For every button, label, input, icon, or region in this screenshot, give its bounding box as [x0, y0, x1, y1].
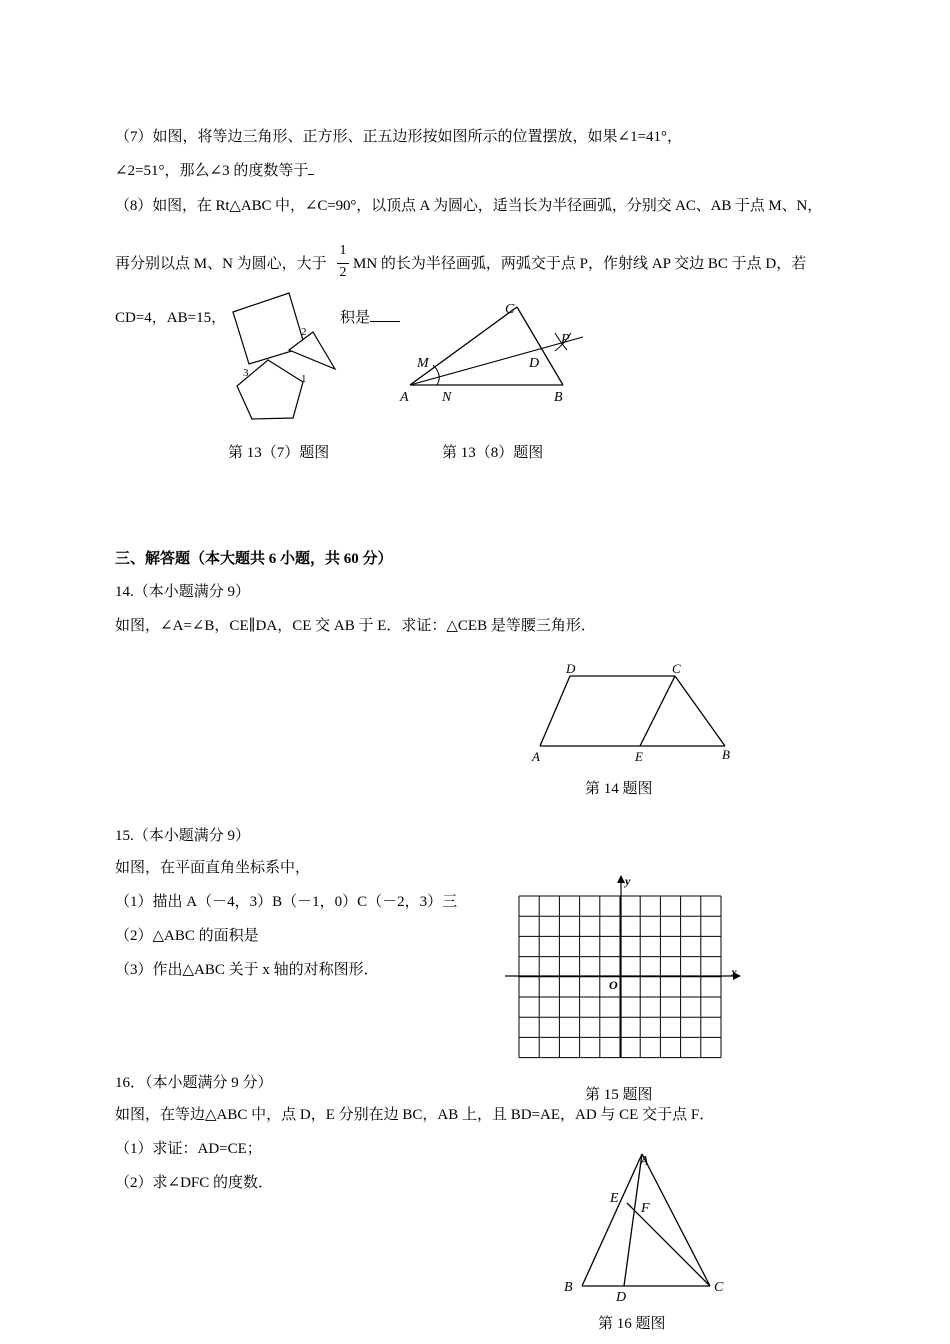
grid-lines	[519, 896, 721, 1058]
q15-item1: （1）描出 A（－4，3）B（－1，0）C（－2，3）三	[115, 894, 458, 910]
q13-part8-line3b	[340, 308, 400, 328]
origin-label: O	[609, 978, 618, 992]
point-label-N: N	[442, 390, 452, 405]
q16-text: 如图，在等边△ABC 中，点 D，E 分别在边 BC，AB 上，且 BD=AE，AD 与 CE 交于点 F．	[115, 1107, 715, 1123]
point-label-D: D	[566, 661, 576, 676]
point-label-C: C	[505, 302, 515, 317]
point-label-B: B	[722, 747, 730, 762]
y-axis-arrow	[617, 875, 625, 883]
point-label-P: P	[561, 332, 570, 347]
figure-13-7-caption: 第 13（7）题图	[228, 445, 330, 461]
x-axis-label: x	[731, 965, 737, 979]
coordinate-grid	[505, 873, 755, 1063]
point-label-E: E	[610, 1191, 619, 1206]
angle-label-3: 3	[243, 367, 249, 379]
q13-part8-line3a: CD=4，AB=15，	[115, 310, 227, 326]
q13-part8-line2b: MN 的长为半径画弧，两弧交于点 P，作射线 AP 交边 BC 于点 D，若	[353, 256, 807, 272]
fraction-denominator: 2	[339, 265, 347, 280]
point-label-A: A	[532, 749, 540, 764]
figure-16-caption: 第 16 题图	[598, 1316, 666, 1332]
point-label-D: D	[529, 356, 540, 371]
point-label-A: A	[640, 1154, 649, 1169]
point-label-B: B	[564, 1280, 573, 1295]
fraction-numerator: 1	[339, 243, 347, 258]
q14-header: 14.（本小题满分 9）	[115, 584, 251, 600]
point-label-F: F	[641, 1201, 650, 1216]
point-label-C: C	[672, 661, 681, 676]
figure-13-8-caption: 第 13（8）题图	[442, 445, 544, 461]
point-label-M: M	[417, 356, 429, 371]
q15-item3: （3）作出△ABC 关于 x 轴的对称图形．	[115, 962, 379, 978]
q14-text: 如图，∠A=∠B，CE∥DA，CE 交 AB 于 E．求证：△CEB 是等腰三角形．	[115, 618, 596, 634]
point-label-B: B	[554, 390, 563, 405]
answer-blank[interactable]	[308, 174, 314, 175]
point-label-E: E	[635, 749, 643, 764]
point-label-C: C	[714, 1280, 724, 1295]
q15-item2-text: （2）△ABC 的面积是	[115, 928, 259, 944]
q16-item1: （1）求证：AD=CE；	[115, 1141, 262, 1157]
angle-label-1: 1	[301, 373, 307, 385]
fraction-bar	[337, 263, 349, 264]
q16-item2: （2）求∠DFC 的度数．	[115, 1175, 273, 1191]
figure-14	[530, 660, 740, 765]
q13-part8-line1: （8）如图，在 Rt△ABC 中，∠C=90°，以顶点 A 为圆心，适当长为半径画弧，分别交 AC、AB 于点 M、N，	[115, 198, 823, 214]
figure-13-7	[225, 290, 345, 430]
y-axis-label: y	[625, 874, 631, 888]
figure-13-8	[395, 295, 585, 405]
figure-16	[560, 1150, 740, 1305]
point-label-A: A	[400, 390, 409, 405]
q13-part8-line2a: 再分别以点 M、N 为圆心，大于	[115, 256, 327, 272]
q15-header: 15.（本小题满分 9）	[115, 828, 251, 844]
q16-header: 16．（本小题满分 9 分）	[115, 1075, 273, 1091]
q13-part8-line3b-text: 积是	[340, 310, 371, 326]
square-shape	[233, 293, 305, 364]
angle-label-2: 2	[301, 326, 307, 338]
section-3-heading: 三、解答题（本大题共 6 小题，共 60 分）	[115, 551, 393, 567]
point-label-D: D	[616, 1290, 627, 1305]
q13-part7-line1: （7）如图，将等边三角形、正方形、正五边形按如图所示的位置摆放，如果∠1=41°，	[115, 129, 683, 145]
q13-part7-line2	[115, 161, 314, 181]
figure-14-caption: 第 14 题图	[585, 781, 653, 797]
q13-part7-line2-text: ∠2=51°，那么∠3 的度数等于	[115, 163, 309, 179]
q15-item2	[115, 926, 259, 946]
figure-15-caption: 第 15 题图	[585, 1087, 653, 1103]
q15-intro: 如图，在平面直角坐标系中，	[115, 860, 311, 876]
